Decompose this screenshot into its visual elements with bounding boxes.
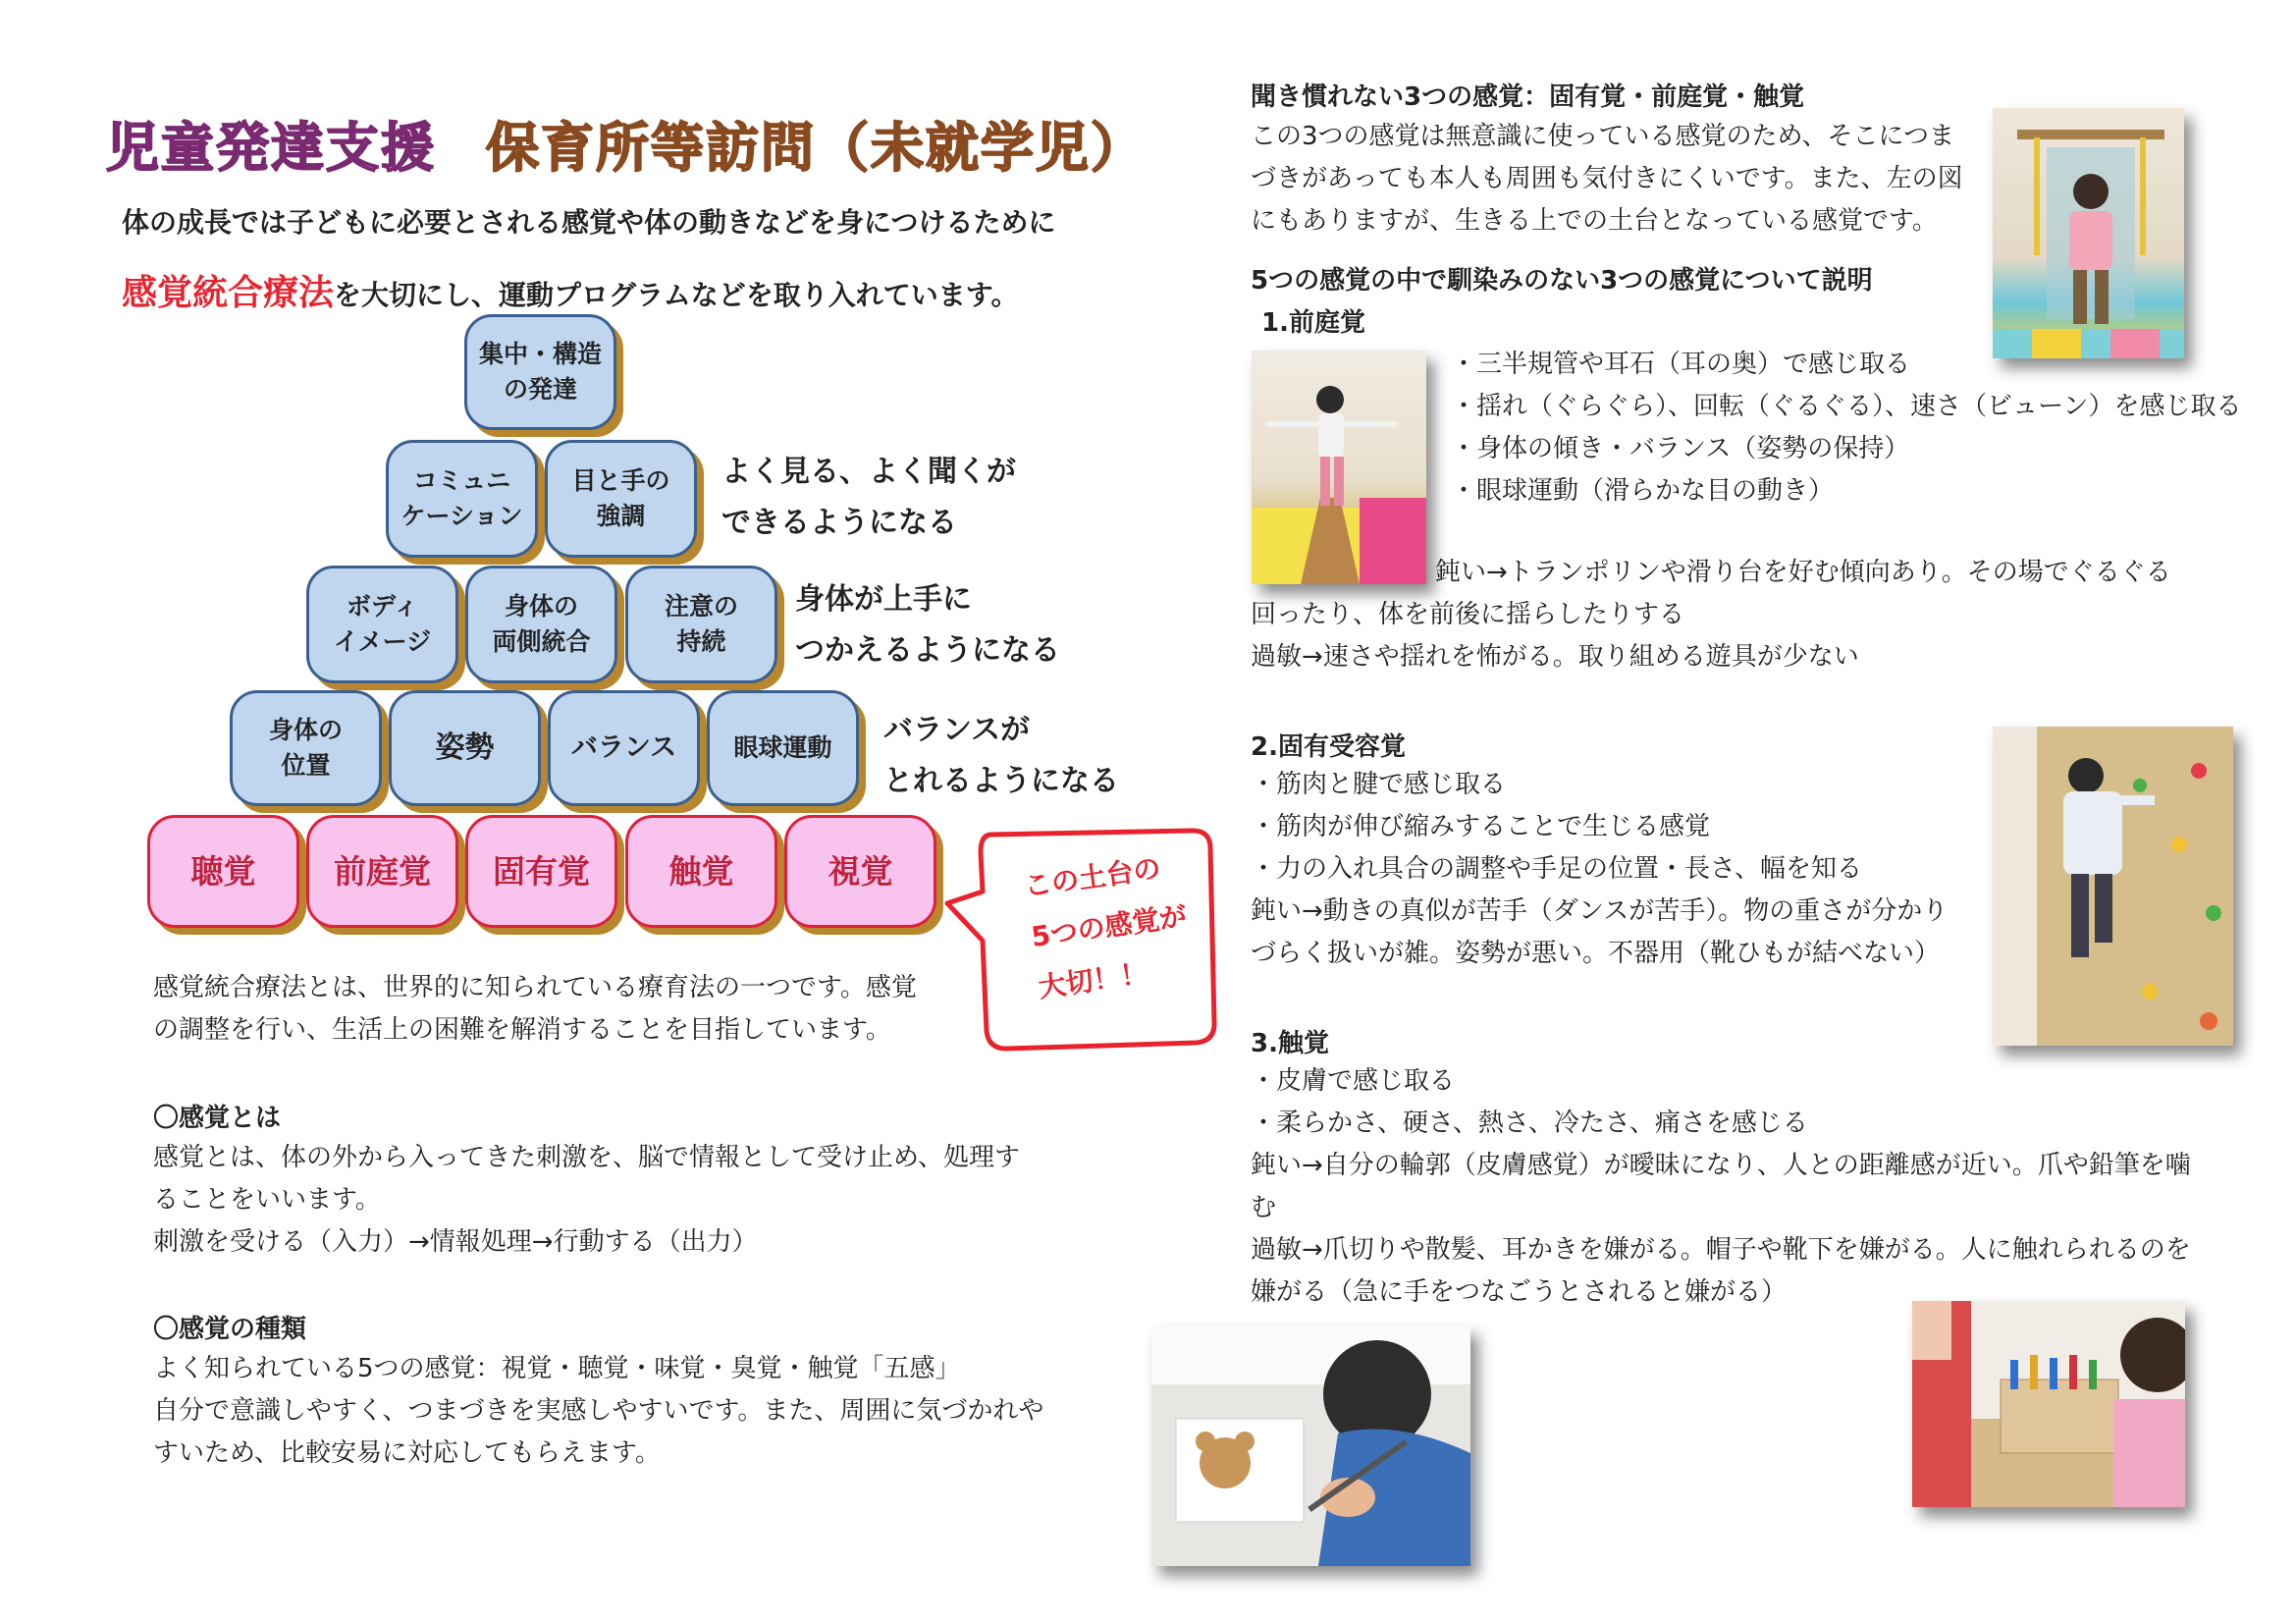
pyramid-box-body-position: 身体の 位置	[230, 690, 382, 806]
types-heading: 〇感覚の種類	[153, 1315, 307, 1344]
base-box-vestibular: 前庭覚	[306, 815, 458, 928]
section-vestibular-dull: 鈍い→トランポリンや滑り台を好む傾向あり。その場でぐるぐる	[1435, 558, 2171, 587]
pyramid-box-concentration: 集中・構造 の発達	[464, 314, 616, 430]
base-box-proprioception: 固有覚	[465, 815, 617, 928]
balance-beam-illustration	[1252, 351, 1426, 584]
section-vestibular-rest: 回ったり、体を前後に揺らしたりする 過敏→速さや揺れを怖がる。取り組める遊具が少ない	[1251, 600, 1859, 672]
right-paragraph-1: この3つの感覚は無意識に使っている感覚のため、そこにつま づきがあっても本人も周囲も気付きにくいです。また、左の図 にもありますが、生きる上での土台となっている感覚です。	[1251, 122, 1963, 236]
right-heading-2: 5つの感覚の中で馴染みのない3つの感覚について説明	[1251, 266, 1873, 296]
photo-climbing-wall	[1993, 727, 2233, 1046]
sit-description: 感覚統合療法とは、世界的に知られている療育法の一つです。感覚 の調整を行い、生活上の困難を解消することを目指しています。	[153, 973, 917, 1045]
pyramid-box-posture: 姿勢	[389, 690, 541, 806]
writing-illustration	[1151, 1325, 1470, 1566]
photo-peg-board	[1912, 1301, 2185, 1507]
section-vestibular-title: 1.前庭覚	[1261, 308, 1365, 338]
types-body: よく知られている5つの感覚：視覚・聴覚・味覚・臭覚・触覚「五感」 自分で意識しやすく、つまづきを実感しやすいです。また、周囲に気づかれや すいため、比較安易に対応してもらえます。	[153, 1354, 1044, 1468]
base-box-vision: 視覚	[784, 815, 936, 928]
intro-line-2	[122, 265, 1019, 315]
title-nursery-visit: 保育所等訪問（未就学児）	[486, 117, 1146, 179]
pyramid-box-eye-hand: 目と手の 強調	[545, 440, 697, 558]
intro-line-2-rest: を大切にし、運動プログラムなどを取り入れています。	[334, 279, 1019, 311]
base-box-touch: 触覚	[625, 815, 777, 928]
photo-swing-child	[1993, 108, 2184, 358]
climbing-wall-illustration	[1993, 727, 2233, 1046]
pyramid-box-eye-movement: 眼球運動	[707, 690, 859, 806]
section-proprioception-title: 2.固有受容覚	[1251, 732, 1406, 762]
swing-illustration	[1993, 108, 2184, 358]
note-body-use: 身体が上手に つかえるようになる	[795, 582, 1060, 668]
note-see-hear: よく見る、よく聞くが できるようになる	[721, 455, 1016, 540]
photo-boy-writing	[1151, 1325, 1470, 1566]
section-proprioception-body: ・筋肉と腱で感じ取る ・筋肉が伸び縮みすることで生じる感覚 ・力の入れ具合の調整や手足の位置・長さ、幅を知る 鈍い→動きの真似が苦手（ダンスが苦手）。物の重さが分かり づらく扱いが雑。姿勢が悪い。不器用（靴ひもが結べない）	[1251, 770, 1949, 968]
section-touch-title: 3.触覚	[1251, 1029, 1329, 1058]
peg-board-illustration	[1912, 1301, 2185, 1507]
section-touch-body: ・皮膚で感じ取る ・柔らかさ、硬さ、熱さ、冷たさ、痛さを感じる 鈍い→自分の輪郭（皮膚感覚）が曖昧になり、人との距離感が近い。爪や鉛筆を噛 む 過敏→爪切りや散髪、耳かきを嫌がる。帽子や靴下を嫌がる。人に触れられるのを 嫌がる（急に手をつなごうとされると嫌がる）	[1251, 1066, 2191, 1307]
sense-heading: 〇感覚とは	[153, 1104, 282, 1133]
pyramid-box-balance: バランス	[548, 690, 700, 806]
pyramid-box-body-image: ボディ イメージ	[306, 566, 458, 683]
intro-line-1: 体の成長では子どもに必要とされる感覚や体の動きなどを身につけるために	[122, 206, 1056, 239]
pyramid-box-communication: コミュニ ケーション	[386, 440, 538, 558]
callout-text: この土台の 5つの感覚が 大切！！	[1022, 851, 1190, 1004]
pyramid-box-attention: 注意の 持続	[625, 566, 777, 683]
note-balance: バランスが とれるようになる	[883, 713, 1119, 798]
pyramid-box-bilateral: 身体の 両側統合	[465, 566, 617, 683]
sensory-integration-therapy-emph: 感覚統合療法	[122, 273, 335, 313]
base-box-hearing: 聴覚	[147, 815, 299, 928]
title-child-development-support: 児童発達支援	[106, 117, 436, 179]
right-heading-1: 聞き慣れない3つの感覚：固有覚・前庭覚・触覚	[1251, 82, 1805, 112]
section-vestibular-list: ・三半規管や耳石（耳の奥）で感じ取る ・揺れ（ぐらぐら）、回転（ぐるぐる）、速さ（ビューン）を感じ取る ・身体の傾き・バランス（姿勢の保持） ・眼球運動（滑らかな目の動き）	[1451, 350, 2242, 506]
photo-balance-beam	[1252, 351, 1426, 584]
sense-body: 感覚とは、体の外から入ってきた刺激を、脳で情報として受け止め、処理す ることをいいます。 刺激を受ける（入力）→情報処理→行動する（出力）	[153, 1143, 1020, 1257]
